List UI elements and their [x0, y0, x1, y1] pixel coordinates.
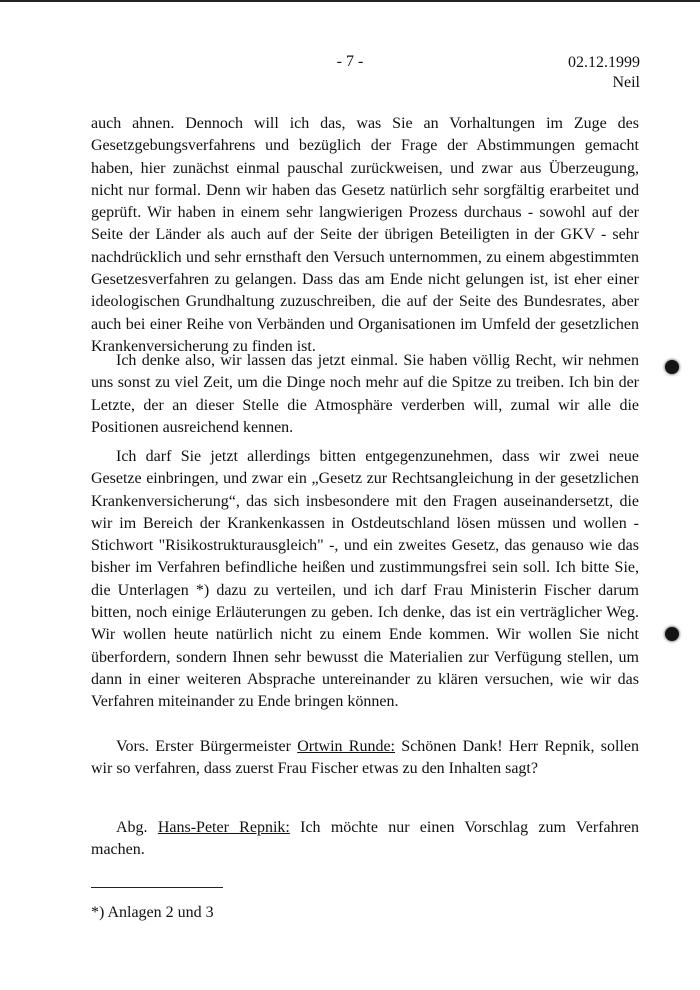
speech-repnik: [91, 817, 639, 862]
header-author: Neil: [612, 74, 640, 91]
paragraph-continuation: auch ahnen. Dennoch will ich das, was Sie an Vorhaltungen im Zuge des Gesetzgebungsverfahrens und bezüglich der Frage der Abstimmungen gemacht haben, hier zunächst einmal pauschal zurückweisen, und zwar aus Überzeugung, nicht nur formal. Denn wir haben das Gesetz natürlich sehr sorgfältig erarbeitet und geprüft. Wir haben in einem sehr langwierigen Prozess durchaus - sowohl auf der Seite der Länder als auch auf der Seite der übrigen Beteiligten in der GKV - sehr nachdrücklich und sehr ernsthaft den Versuch unternommen, zu einem abgestimmten Gesetzesverfahren zu gelangen. Dass das am Ende nicht gelungen ist, ist eher einer ideologischen Grundhaltung zuzuschreiben, die auf der Seite des Bundesrates, aber auch bei einer Reihe von Verbänden und Organisationen im Umfeld der gesetzlichen Krankenversicherung zu finden ist.: [91, 115, 639, 355]
speaker-prefix: Abg.: [116, 819, 158, 836]
footnote: *) Anlagen 2 und 3: [91, 904, 214, 921]
header-meta: [568, 53, 640, 93]
speaker-name: Hans-Peter Repnik:: [157, 819, 290, 836]
speaker-name: Ortwin Runde:: [297, 738, 395, 755]
speech-text: Ich möchte nur einen Vorschlag zum Verfahren machen.: [91, 819, 640, 859]
paragraph-3: Ich darf Sie jetzt allerdings bitten entgegenzunehmen, dass wir zwei neue Gesetze einbringen, und zwar ein „Gesetz zur Rechtsangleichung in der gesetzlichen Krankenversicherung“, das sich insbesondere mit den Fragen auseinandersetzt, die wir im Bereich der Krankenkassen in Ostdeutschland lösen müssen und wollen - Stichwort "Risikostrukturausgleich" -, und ein zweites Gesetz, das genauso wie das bisher im Verfahren befindliche heißen und zustimmungsfrei sein soll. Ich bitte Sie, die Unterlagen *) dazu zu verteilen, und ich darf Frau Ministerin Fischer darum bitten, noch einige Erläuterungen zu geben. Ich denke, das ist ein verträglicher Weg. Wir wollen heute natürlich nicht zu einem Ende kommen. Wir wollen Sie nicht überfordern, sondern Ihnen sehr bewusst die Materialien zur Verfügung stellen, um dann in einer weiteren Absprache untereinander zu klären versuchen, wie wir das Verfahren miteinander zu Ende bringen können.: [91, 448, 639, 711]
margin-punch-mark: [665, 627, 679, 641]
speech-text: Schönen Dank! Herr Repnik, sollen wir so verfahren, dass zuerst Frau Fischer etwas zu den Inhalten sagt?: [91, 738, 640, 778]
page-number: - 7 -: [336, 53, 364, 70]
header-date: 02.12.1999: [568, 54, 640, 71]
footnote-divider: [91, 887, 223, 888]
top-border-line: [0, 0, 700, 2]
margin-punch-mark: [665, 360, 679, 374]
paragraph-2: Ich denke also, wir lassen das jetzt einmal. Sie haben völlig Recht, wir nehmen uns sonst zu viel Zeit, um die Dinge noch mehr auf die Spitze zu treiben. Ich bin der Letzte, der an dieser Stelle die Atmosphäre verderben will, zumal wir alle die Positionen ausreichend kennen.: [91, 352, 639, 436]
speaker-prefix: Vors. Erster Bürgermeister: [116, 738, 298, 755]
speech-runde: [91, 736, 639, 781]
